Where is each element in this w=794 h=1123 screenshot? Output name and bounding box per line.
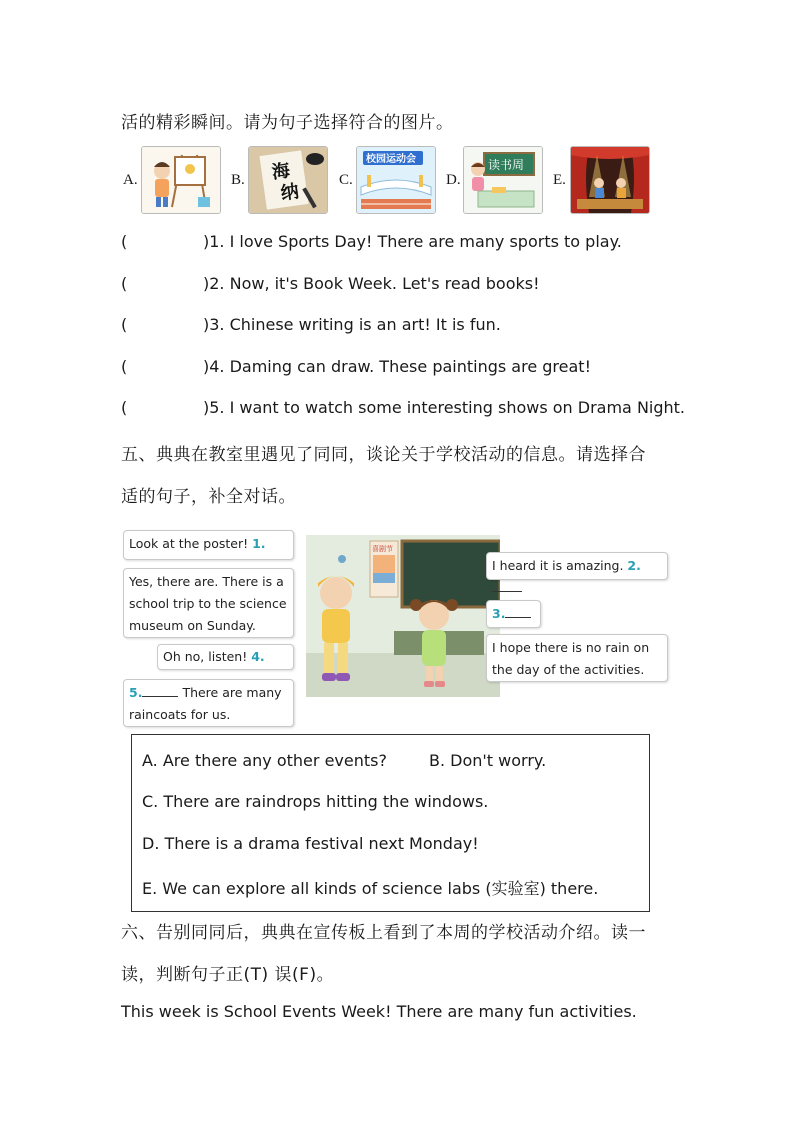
svg-text:纳: 纳 xyxy=(279,181,301,205)
answer-blank-3[interactable]: ( xyxy=(121,315,128,334)
picture-d-book-week-icon xyxy=(463,146,543,214)
bubble-7-text: I hope there is no rain on the day of the activities. xyxy=(492,640,650,677)
blank-2-line[interactable] xyxy=(492,577,522,592)
blank-2-number: 2. xyxy=(627,558,641,573)
question-text-4: )4. Daming can draw. These paintings are great! xyxy=(203,357,591,376)
dialogue-bubble-7 xyxy=(486,634,668,682)
answer-blank-2[interactable]: ( xyxy=(121,274,128,293)
picture-e-drama-stage-icon xyxy=(570,146,650,214)
option-c: C. There are raindrops hitting the windows. xyxy=(142,792,489,811)
section5-instruction-line1: 五、典典在教室里遇见了同同，谈论关于学校活动的信息。请选择合 xyxy=(121,445,646,465)
question-text-3: )3. Chinese writing is an art! It is fun. xyxy=(203,315,501,334)
option-a: A. Are there any other events? xyxy=(142,751,387,770)
dialogue-bubble-1 xyxy=(123,530,294,560)
blank-3-number: 3. xyxy=(492,606,506,621)
option-e: E. We can explore all kinds of science labs (实验室) there. xyxy=(142,879,599,898)
svg-text:海: 海 xyxy=(270,160,292,184)
poster-title: 喜剧节 xyxy=(372,545,393,553)
svg-text:读书周: 读书周 xyxy=(488,158,525,172)
section6-instruction-line1: 六、告别同同后，典典在宣传板上看到了本周的学校活动介绍。读一 xyxy=(121,923,646,943)
answer-blank-4[interactable]: ( xyxy=(121,357,128,376)
dialogue-bubble-4 xyxy=(123,679,294,727)
picture-c-sports-day-icon xyxy=(356,146,436,214)
question-text-1: )1. I love Sports Day! There are many sports to play. xyxy=(203,232,622,251)
section4-instruction: 活的精彩瞬间。请为句子选择符合的图片。 xyxy=(121,113,454,133)
dialogue-bubble-2 xyxy=(123,568,294,638)
picture-a-painting-easel-icon xyxy=(141,146,221,214)
options-box xyxy=(131,734,650,912)
blank-1-number: 1. xyxy=(252,536,266,551)
dialogue-bubble-6 xyxy=(486,600,541,628)
bubble-3-text: Oh no, listen! xyxy=(163,649,248,664)
section6-intro: This week is School Events Week! There are many fun activities. xyxy=(121,1002,637,1021)
section6-instruction-line2: 读，判断句子正(T) 误(F)。 xyxy=(121,965,335,985)
classroom-illustration xyxy=(306,535,500,697)
bubble-2-text: Yes, there are. There is a school trip to the science museum on Sunday. xyxy=(129,574,287,633)
blank-3-line[interactable] xyxy=(505,603,531,618)
blank-4-number: 4. xyxy=(251,649,265,664)
picture-b-calligraphy-icon xyxy=(248,146,328,214)
dialogue-bubble-5 xyxy=(486,552,668,580)
section5-instruction-line2: 适的句子，补全对话。 xyxy=(121,487,296,507)
bubble-4-text: There are many raincoats for us. xyxy=(129,685,282,722)
picture-label-e: E. xyxy=(553,172,566,188)
blank-5-number: 5. xyxy=(129,685,143,700)
picture-label-b: B. xyxy=(231,172,245,188)
bubble-1-text: Look at the poster! xyxy=(129,536,249,551)
option-d: D. There is a drama festival next Monday! xyxy=(142,834,479,853)
bubble-5-text: I heard it is amazing. xyxy=(492,558,624,573)
option-b: B. Don't worry. xyxy=(429,751,547,770)
svg-text:校园运动会: 校园运动会 xyxy=(366,154,416,165)
picture-label-c: C. xyxy=(339,172,353,188)
picture-label-a: A. xyxy=(123,172,138,188)
answer-blank-5[interactable]: ( xyxy=(121,398,128,417)
blank-5-line[interactable] xyxy=(142,682,178,697)
question-text-5: )5. I want to watch some interesting shows on Drama Night. xyxy=(203,398,686,417)
question-text-2: )2. Now, it's Book Week. Let's read books! xyxy=(203,274,540,293)
answer-blank-1[interactable]: ( xyxy=(121,232,128,251)
dialogue-bubble-3 xyxy=(157,644,294,670)
picture-label-d: D. xyxy=(446,172,461,188)
